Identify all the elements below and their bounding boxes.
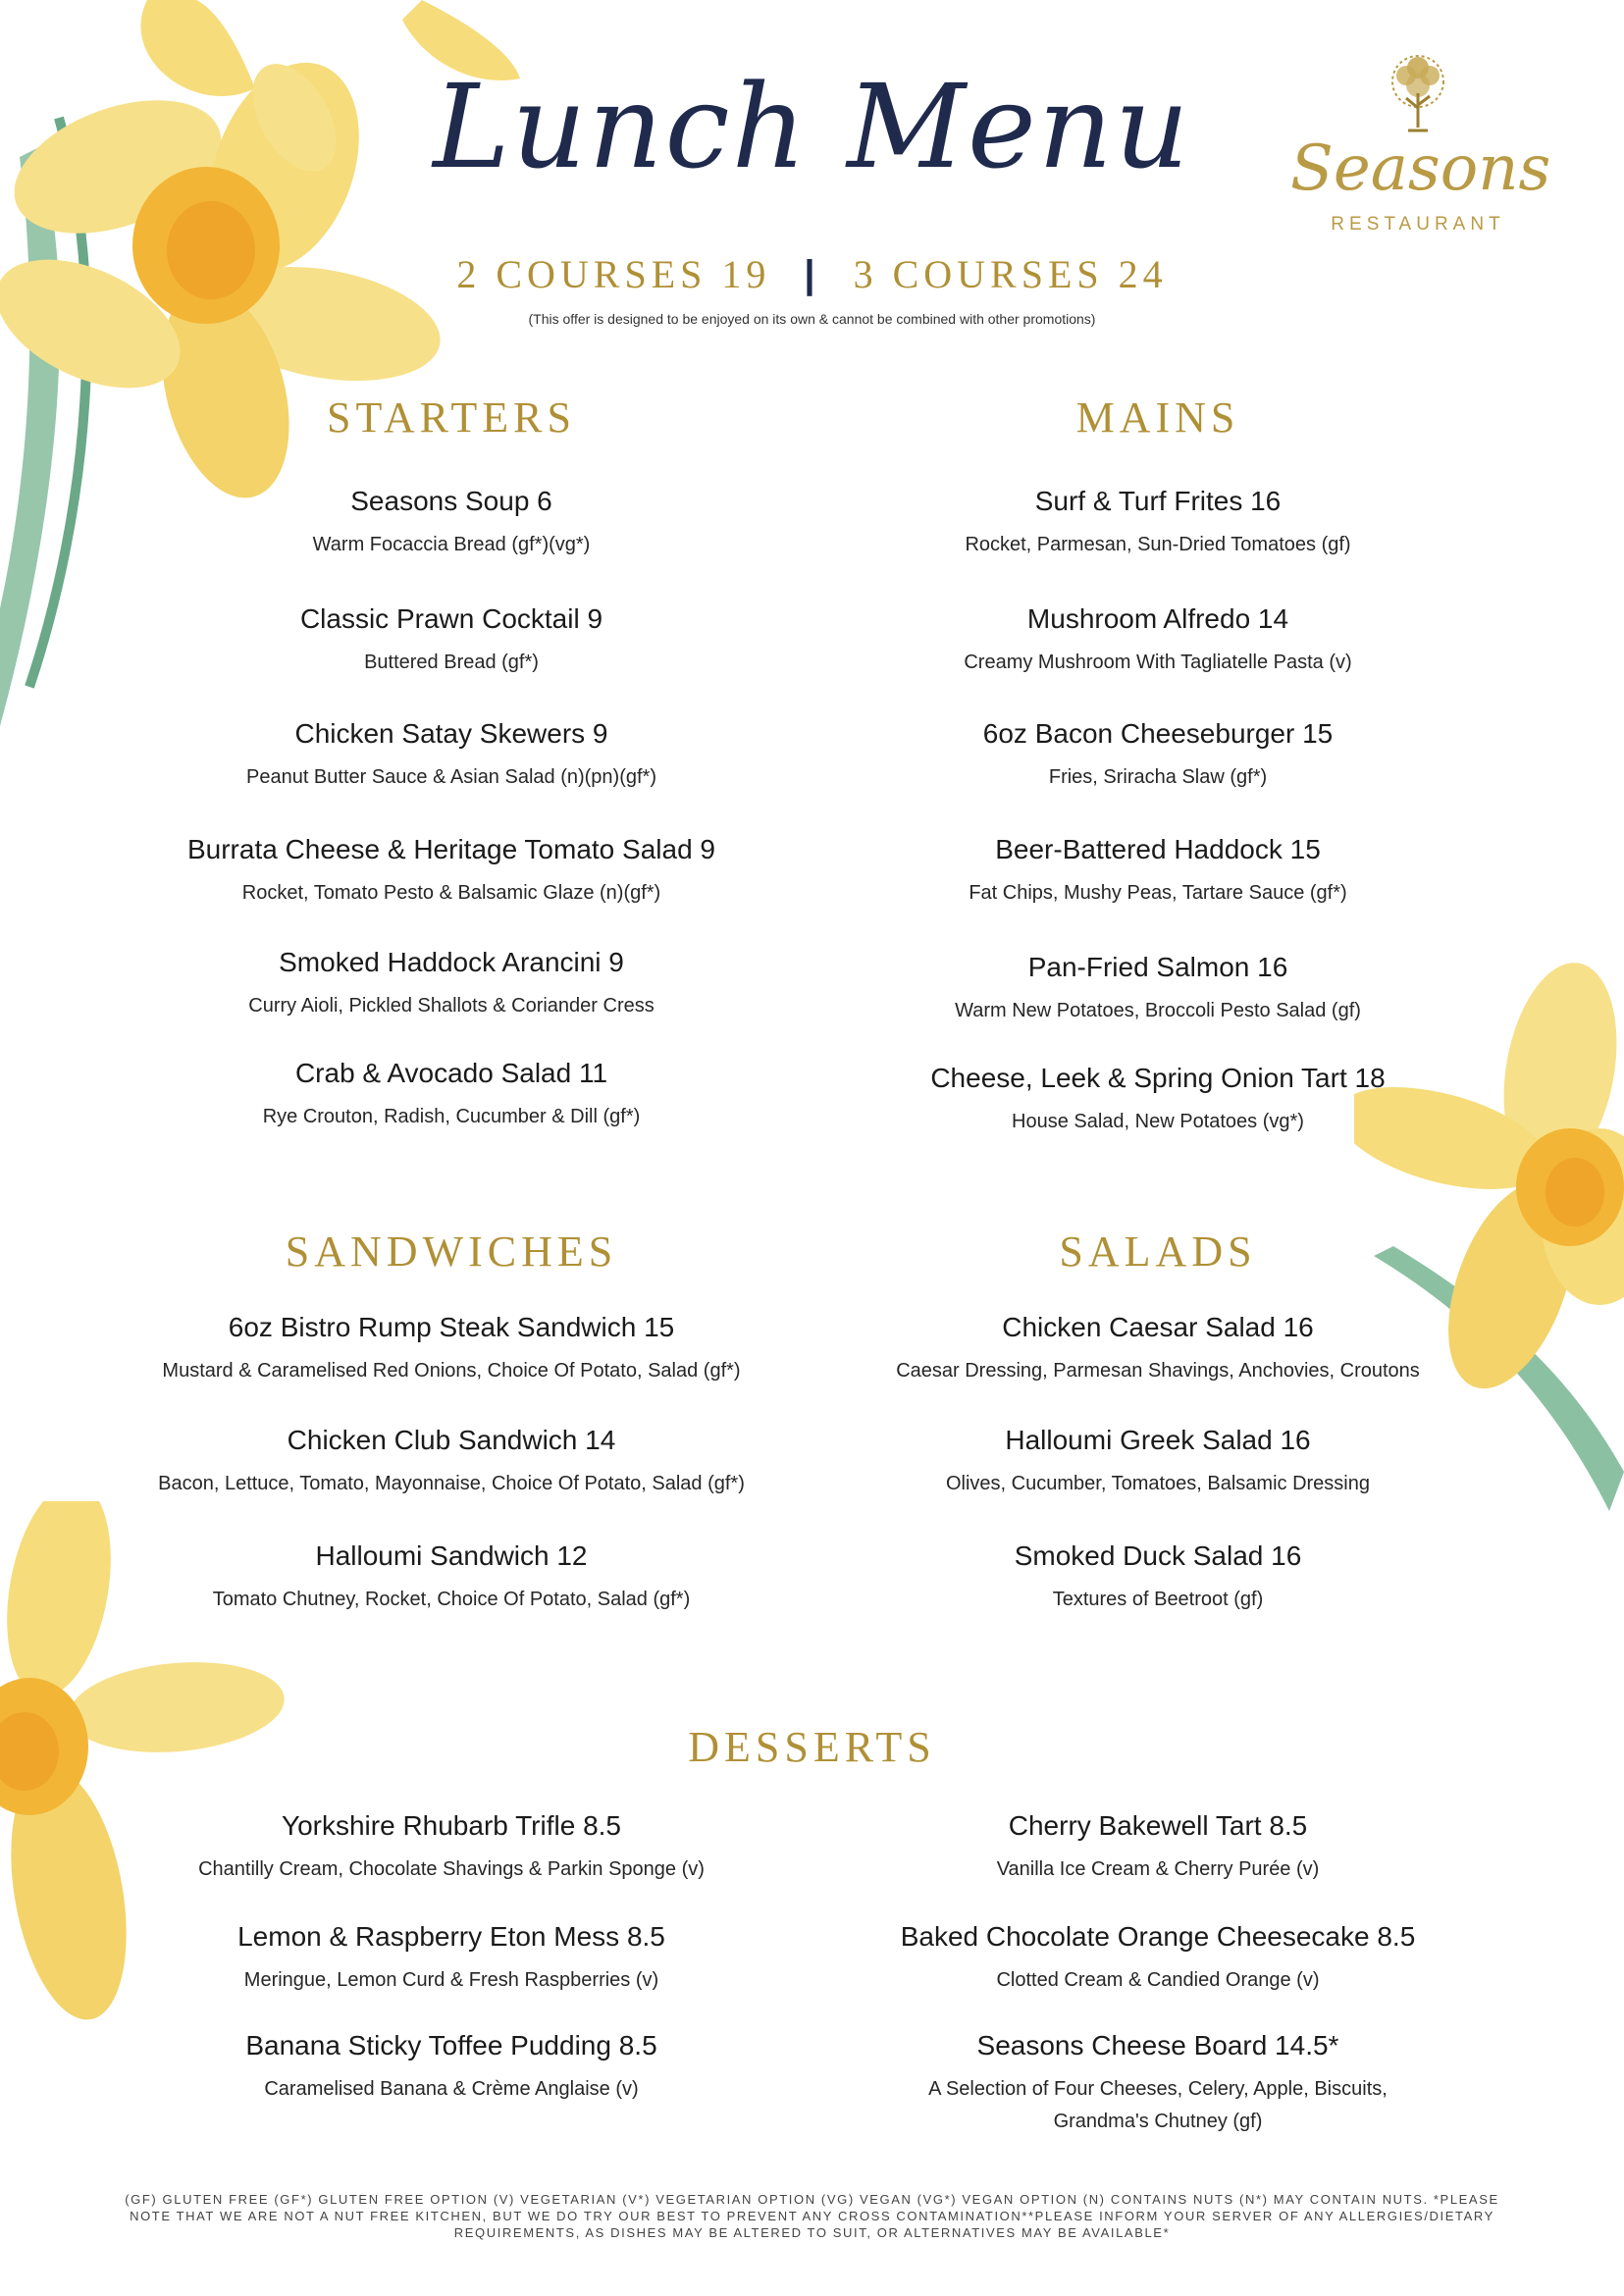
item-name: Mushroom Alfredo 14	[1026, 603, 1289, 634]
menu-item	[128, 486, 775, 561]
item-description: Olives, Cucumber, Tomatoes, Balsamic Dressing	[945, 1473, 1370, 1494]
item-description: Vanilla Ice Cream & Cherry Purée (v)	[996, 1858, 1320, 1880]
menu-item	[128, 2030, 775, 2106]
item-description: Rocket, Tomato Pesto & Balsamic Glaze (n)(gf*)	[241, 882, 661, 904]
three-courses-price: 3 COURSES 24	[853, 252, 1168, 296]
menu-item	[834, 952, 1482, 1027]
item-name: Baked Chocolate Orange Cheesecake 8.5	[900, 1921, 1416, 1952]
item-description: Curry Aioli, Pickled Shallots & Coriander Cress	[248, 995, 655, 1017]
menu-item	[128, 718, 775, 794]
section-title-mains: MAINS	[1075, 393, 1240, 442]
menu-item	[834, 1425, 1482, 1500]
item-name: Chicken Satay Skewers 9	[294, 718, 608, 749]
menu-item	[834, 1921, 1482, 1997]
item-name: Pan-Fried Salmon 16	[1027, 952, 1288, 982]
menu-item	[903, 2030, 1413, 2138]
item-name: 6oz Bistro Rump Steak Sandwich 15	[228, 1312, 675, 1342]
item-name: Smoked Duck Salad 16	[1014, 1540, 1302, 1571]
logo-subtitle: RESTAURANT	[1331, 214, 1505, 235]
item-name: Yorkshire Rhubarb Trifle 8.5	[281, 1810, 622, 1841]
menu-item	[128, 1921, 775, 1997]
item-name: Surf & Turf Frites 16	[1034, 486, 1282, 516]
offer-note: (This offer is designed to be enjoyed on its own & cannot be combined with other promotions)	[528, 311, 1096, 327]
courses-separator: |	[804, 253, 820, 296]
menu-item	[128, 834, 775, 910]
item-description: House Salad, New Potatoes (vg*)	[1012, 1111, 1304, 1132]
item-description: Textures of Beetroot (gf)	[1052, 1589, 1264, 1610]
section-title-desserts: DESSERTS	[688, 1723, 936, 1771]
logo-name: Seasons	[1290, 132, 1551, 205]
menu-item	[834, 718, 1482, 794]
item-name: Banana Sticky Toffee Pudding 8.5	[245, 2030, 657, 2061]
menu-title: Lunch Menu	[433, 59, 1191, 194]
menu-item	[108, 1425, 795, 1500]
menu-item	[834, 1810, 1482, 1886]
item-description: Caesar Dressing, Parmesan Shavings, Anchovies, Croutons	[896, 1360, 1420, 1382]
item-name: Smoked Haddock Arancini 9	[279, 947, 624, 977]
item-description: Warm New Potatoes, Broccoli Pesto Salad (gf)	[955, 1000, 1361, 1021]
menu-item	[834, 1063, 1482, 1138]
item-name: Burrata Cheese & Heritage Tomato Salad 9	[186, 834, 715, 864]
item-description: Buttered Bread (gf*)	[364, 652, 539, 673]
menu-item	[108, 1540, 795, 1616]
item-description: Chantilly Cream, Chocolate Shavings & Parkin Sponge (v)	[198, 1858, 705, 1880]
allergen-footer: (GF) GLUTEN FREE (GF*) GLUTEN FREE OPTION (V) VEGETARIAN (V*) VEGETARIAN OPTION (VG) VEGAN (VG*) VEGAN OPTION (N) CONTAINS NUTS (N*) MAY CONTAIN NUTS. *PLEASE NOTE THAT WE ARE NOT A NUT FREE KITCHEN, BUT WE DO TRY OUR BEST TO PREVENT ANY CROSS CONTAMINATION**PLEASE INFORM YOUR SERVER OF ANY ALLERGIES/DIETARY REQUIREMENTS, AS DISHES MAY BE ALTERED TO SUIT, OR ALTERNATIVES MAY BE AVAILABLE*	[125, 2192, 1499, 2240]
item-description: Caramelised Banana & Crème Anglaise (v)	[264, 2078, 639, 2100]
item-name: Seasons Cheese Board 14.5*	[976, 2030, 1339, 2061]
menu-item	[834, 486, 1482, 561]
item-description: Meringue, Lemon Curd & Fresh Raspberries (v)	[243, 1969, 659, 1991]
item-description: Creamy Mushroom With Tagliatelle Pasta (v)	[964, 652, 1352, 673]
item-description: Fries, Sriracha Slaw (gf*)	[1048, 766, 1268, 788]
restaurant-logo	[1290, 54, 1551, 250]
section-title-salads: SALADS	[1059, 1227, 1257, 1276]
item-name: Halloumi Greek Salad 16	[1005, 1425, 1311, 1455]
section-title-starters: STARTERS	[327, 393, 576, 442]
item-description: Warm Focaccia Bread (gf*)(vg*)	[312, 534, 591, 555]
section-title-sandwiches: SANDWICHES	[285, 1227, 618, 1276]
course-pricing	[0, 251, 1624, 297]
menu-item	[128, 947, 775, 1022]
item-description: Bacon, Lettuce, Tomato, Mayonnaise, Choice Of Potato, Salad (gf*)	[158, 1473, 745, 1494]
item-name: Halloumi Sandwich 12	[315, 1540, 588, 1571]
tree-icon	[1379, 54, 1457, 137]
item-description: Rocket, Parmesan, Sun-Dried Tomatoes (gf)	[965, 534, 1351, 555]
item-name: Beer-Battered Haddock 15	[995, 834, 1321, 864]
menu-item	[834, 834, 1482, 910]
item-description: Peanut Butter Sauce & Asian Salad (n)(pn)(gf*)	[245, 766, 656, 788]
item-description: Rye Crouton, Radish, Cucumber & Dill (gf*)	[262, 1106, 641, 1127]
item-name: Seasons Soup 6	[350, 486, 552, 516]
menu-item	[108, 1312, 795, 1387]
item-description: Tomato Chutney, Rocket, Choice Of Potato, Salad (gf*)	[212, 1589, 691, 1610]
item-description: Clotted Cream & Candied Orange (v)	[996, 1969, 1320, 1991]
item-name: Cherry Bakewell Tart 8.5	[1008, 1810, 1308, 1841]
two-courses-price: 2 COURSES 19	[456, 252, 771, 296]
menu-item	[128, 603, 775, 679]
item-description: A Selection of Four Cheeses, Celery, Apple, Biscuits, Grandma's Chutney (gf)	[928, 2078, 1388, 2132]
item-name: 6oz Bacon Cheeseburger 15	[982, 718, 1334, 749]
item-name: Classic Prawn Cocktail 9	[299, 603, 603, 634]
menu-item	[834, 1312, 1482, 1387]
item-name: Chicken Club Sandwich 14	[287, 1425, 616, 1455]
item-name: Chicken Caesar Salad 16	[1002, 1312, 1314, 1342]
item-description: Mustard & Caramelised Red Onions, Choice Of Potato, Salad (gf*)	[162, 1360, 741, 1382]
item-name: Crab & Avocado Salad 11	[294, 1058, 608, 1088]
menu-item	[128, 1058, 775, 1133]
menu-item	[128, 1810, 775, 1886]
item-name: Cheese, Leek & Spring Onion Tart 18	[930, 1063, 1386, 1093]
item-name: Lemon & Raspberry Eton Mess 8.5	[237, 1921, 665, 1952]
item-description: Fat Chips, Mushy Peas, Tartare Sauce (gf*)	[969, 882, 1347, 904]
menu-item	[834, 603, 1482, 679]
menu-item	[834, 1540, 1482, 1616]
